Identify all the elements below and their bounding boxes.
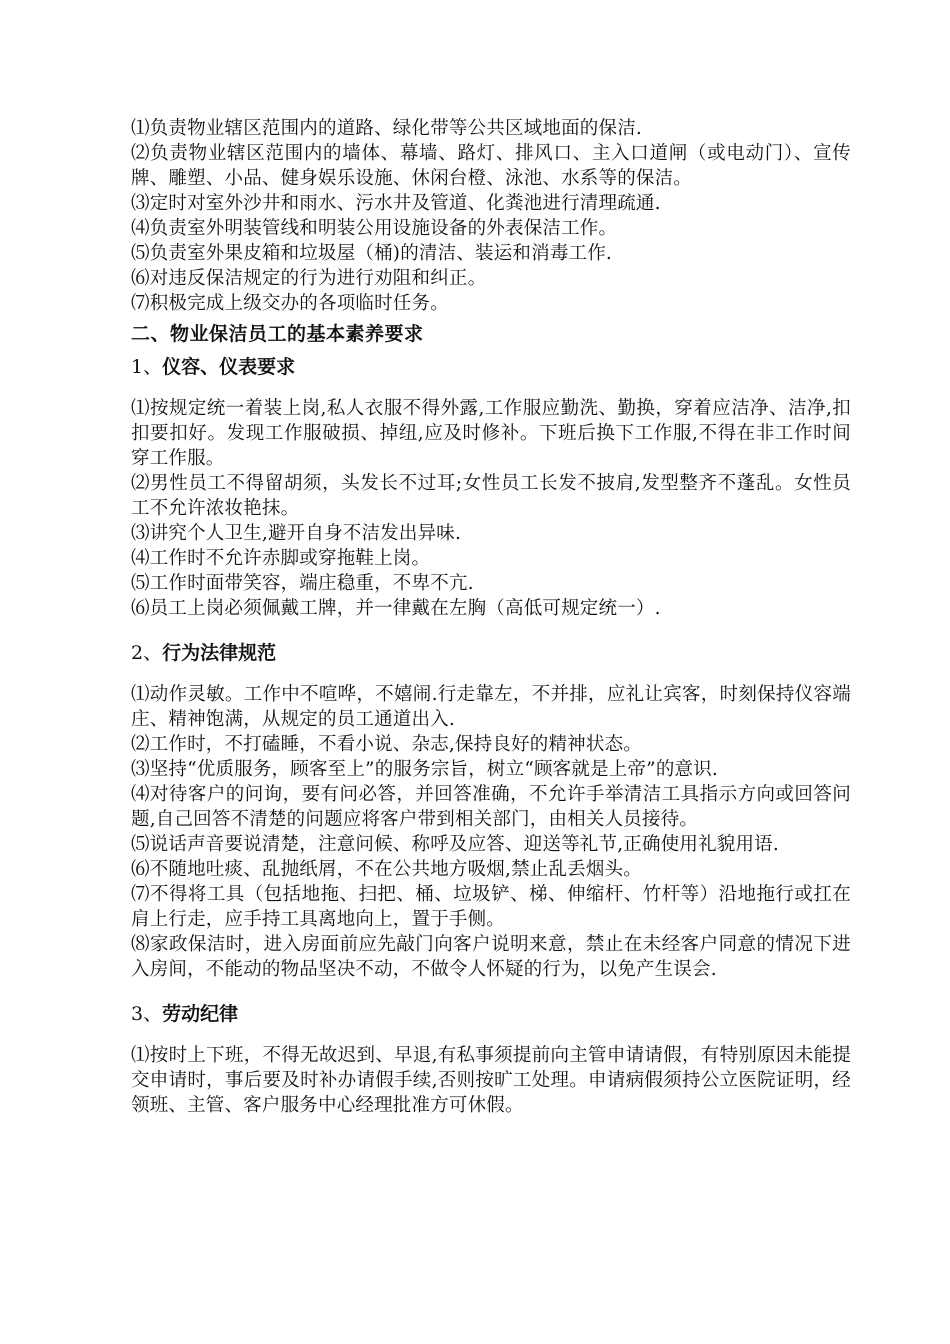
duty-item-1: ⑴负责物业辖区范围内的道路、绿化带等公共区域地面的保洁. [131, 118, 642, 139]
section-heading-basic-requirements: 二、物业保洁员工的基本素养要求 [131, 323, 424, 345]
behavior-item-8: ⑻家政保洁时，进入房面前应先敲门向客户说明来意，禁止在未经客户同意的情况下进入房间，不能动的物品坚决不动，不做令人怀疑的行为，以免产生误会. [131, 934, 851, 980]
appearance-item-4: ⑷工作时不允许赤脚或穿拖鞋上岗。 [131, 548, 431, 569]
appearance-item-2: ⑵男性员工不得留胡须，头发长不过耳;女性员工长发不披肩,发型整齐不蓬乱。女性员工不允许浓妆艳抹。 [131, 473, 851, 519]
subsection-number: 3、 [131, 1003, 163, 1025]
duty-item-2: ⑵负责物业辖区范围内的墙体、幕墙、路灯、排风口、主入口道闸（或电动门）、宣传牌、雕塑、小品、健身娱乐设施、休闲台橙、泳池、水系等的保洁。 [131, 143, 851, 189]
cleaning-duties-list [131, 116, 851, 316]
behavior-item-7: ⑺不得将工具（包括地拖、扫把、桶、垃圾铲、梯、伸缩杆、竹杆等）沿地拖行或扛在肩上行走，应手持工具离地向上，置于手侧。 [131, 884, 851, 930]
section-appearance [131, 355, 851, 621]
subsection-heading-labor-discipline [131, 1002, 851, 1027]
subsection-title: 劳动纪律 [162, 1003, 239, 1025]
duty-item-4: ⑷负责室外明装管线和明装公用设施设备的外表保洁工作。 [131, 218, 618, 239]
subsection-title: 仪容、仪表要求 [162, 356, 296, 378]
duty-item-7: ⑺积极完成上级交办的各项临时任务。 [131, 293, 449, 314]
document-page [131, 116, 851, 1138]
section-labor-discipline [131, 1002, 851, 1118]
behavior-item-1: ⑴动作灵敏。工作中不喧哗，不嬉闹.行走靠左，不并排，应礼让宾客，时刻保持仪容端庄、精神饱满，从规定的员工通道出入. [131, 684, 851, 730]
discipline-item-1: ⑴按时上下班，不得无故迟到、早退,有私事须提前向主管申请请假，有特别原因未能提交申请时，事后要及时补办请假手续,否则按旷工处理。申请病假须持公立医院证明，经领班、主管、客户服务中心经理批准方可休假。 [131, 1045, 851, 1116]
appearance-item-6: ⑹员工上岗必须佩戴工牌，并一律戴在左胸（高低可规定统一）. [131, 598, 661, 619]
subsection-heading-behavior [131, 641, 851, 666]
subsection-number: 2、 [131, 642, 163, 664]
duty-item-5: ⑸负责室外果皮箱和垃圾屋（桶)的清洁、装运和消毒工作. [131, 243, 613, 264]
behavior-item-6: ⑹不随地吐痰、乱抛纸屑，不在公共地方吸烟,禁止乱丢烟头。 [131, 859, 642, 880]
appearance-item-1: ⑴按规定统一着装上岗,私人衣服不得外露,工作服应勤洗、勤换，穿着应洁净、洁净,扣扣要扣好。发现工作服破损、掉纽,应及时修补。下班后换下工作服,不得在非工作时间穿工作服。 [131, 398, 851, 469]
duty-item-6: ⑹对违反保洁规定的行为进行劝阻和纠正。 [131, 268, 487, 289]
appearance-item-5: ⑸工作时面带笑容，端庄稳重，不卑不亢. [131, 573, 474, 594]
subsection-number: 1、 [131, 356, 163, 378]
duty-item-3: ⑶定时对室外沙井和雨水、污水井及管道、化粪池进行清理疏通. [131, 193, 661, 214]
behavior-item-3: ⑶坚持“优质服务，顾客至上”的服务宗旨，树立“顾客就是上帝”的意识. [131, 759, 719, 780]
section-behavior [131, 641, 851, 982]
appearance-item-3: ⑶讲究个人卫生,避开自身不洁发出异味. [131, 523, 462, 544]
behavior-item-5: ⑸说话声音要说清楚，注意问候、称呼及应答、迎送等礼节,正确使用礼貌用语. [131, 834, 779, 855]
behavior-item-4: ⑷对待客户的问询，要有问必答，并回答准确，不允许手举清洁工具指示方向或回答问题,自己回答不清楚的问题应将客户带到相关部门，由相关人员接待。 [131, 784, 851, 830]
subsection-title: 行为法律规范 [162, 642, 277, 664]
subsection-heading-appearance [131, 355, 851, 380]
behavior-item-2: ⑵工作时，不打磕睡，不看小说、杂志,保持良好的精神状态。 [131, 734, 642, 755]
